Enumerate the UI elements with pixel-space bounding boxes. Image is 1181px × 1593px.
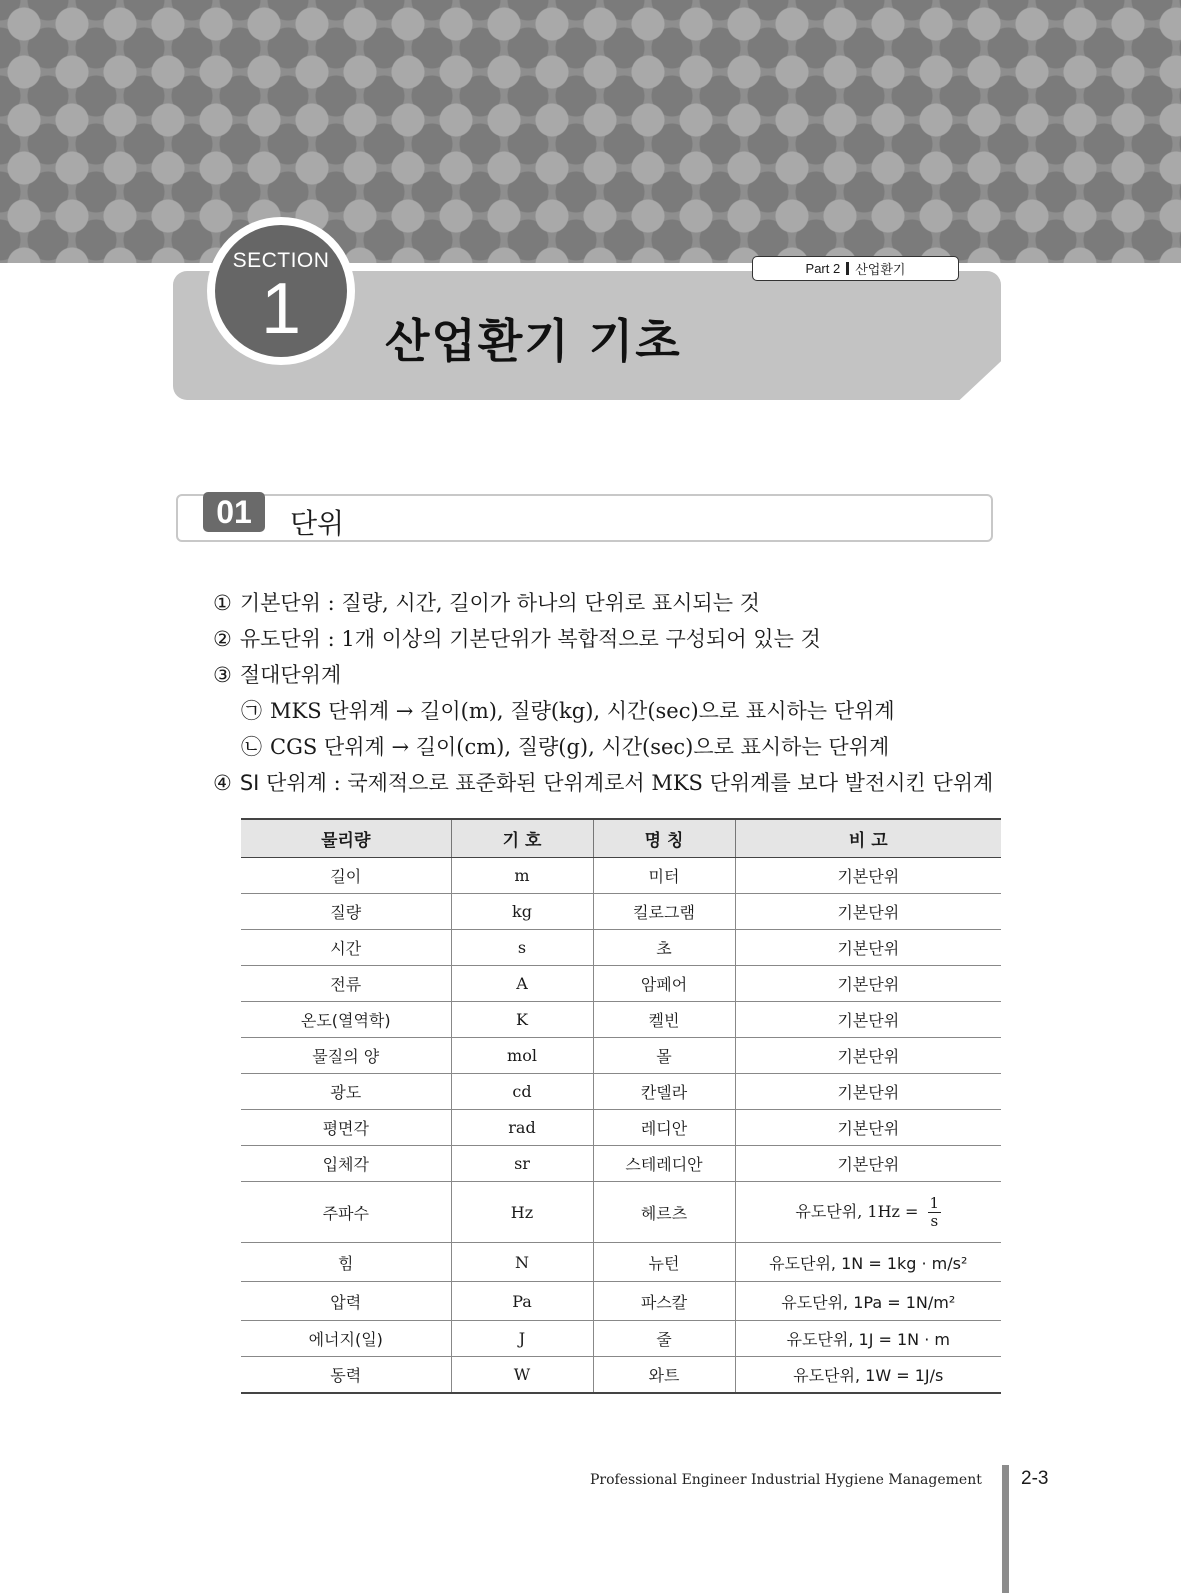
table-row: 평면각 rad 레디안 기본단위 [241,1110,1001,1146]
col-header-quantity: 물리량 [241,819,451,858]
table-row: 온도(열역학) K 켈빈 기본단위 [241,1002,1001,1038]
table-row: 물질의 양 mol 몰 기본단위 [241,1038,1001,1074]
page-number: 2-3 [1021,1468,1049,1489]
table-row: 주파수 Hz 헤르츠 유도단위, 1Hz = $\frac{1}{s}$ [241,1182,1001,1243]
table-row: 에너지(일) J 줄 유도단위, 1J = 1N · m [241,1321,1001,1357]
table-row: 질량 kg 킬로그램 기본단위 [241,894,1001,930]
list-item: ③ 절대단위계 [213,663,342,687]
part-divider [846,262,849,275]
list-subitem: ㉠ MKS 단위계 → 길이(m), 질량(kg), 시간(sec)으로 표시하는 단위계 [241,699,895,723]
table-row: 전류 A 암페어 기본단위 [241,966,1001,1002]
part-label: Part 2 [805,261,841,276]
list-subitem: ㉡ CGS 단위계 → 길이(cm), 질량(g), 시간(sec)으로 표시하는 단위계 [241,735,890,759]
table-row: 입체각 sr 스테레디안 기본단위 [241,1146,1001,1182]
subsection-title: 단위 [290,507,345,540]
section-number: 1 [260,269,302,349]
table-header-row [241,819,1001,858]
table-row: 힘 N 뉴턴 유도단위, 1N = 1kg · m/s² [241,1243,1001,1282]
table-row: 시간 s 초 기본단위 [241,930,1001,966]
subsection-header [176,494,993,542]
table-row: 동력 W 와트 유도단위, 1W = 1J/s [241,1357,1001,1394]
header-pattern [0,0,1181,263]
list-item: ① 기본단위 : 질량, 시간, 길이가 하나의 단위로 표시되는 것 [213,591,760,615]
table-row: 압력 Pa 파스칼 유도단위, 1Pa = 1N/m² [241,1282,1001,1321]
list-item: ④ SI 단위계 : 국제적으로 표준화된 단위계로서 MKS 단위계를 보다 발전시킨 단위계 [213,771,994,795]
part-topic: 산업환기 [855,262,906,277]
table-row: 광도 cd 칸델라 기본단위 [241,1074,1001,1110]
col-header-note: 비 고 [735,819,1001,858]
col-header-symbol: 기 호 [451,819,593,858]
part-tag [752,256,959,281]
section-label: SECTION [232,249,330,272]
footer-bar [1002,1465,1009,1593]
footer-text: Professional Engineer Industrial Hygiene Management [590,1472,982,1488]
frequency-note-cell: 유도단위, 1Hz = $\frac{1}{s}$ [735,1182,1001,1243]
si-units-table [241,818,1001,1394]
page-title: 산업환기 기초 [385,314,682,368]
list-item: ② 유도단위 : 1개 이상의 기본단위가 복합적으로 구성되어 있는 것 [213,627,821,651]
table-row: 길이 m 미터 기본단위 [241,858,1001,894]
fraction: $\frac{1}{s}$ [929,1193,940,1230]
col-header-name: 명 칭 [593,819,735,858]
section-badge [207,217,355,365]
subsection-number: 01 [203,492,265,532]
